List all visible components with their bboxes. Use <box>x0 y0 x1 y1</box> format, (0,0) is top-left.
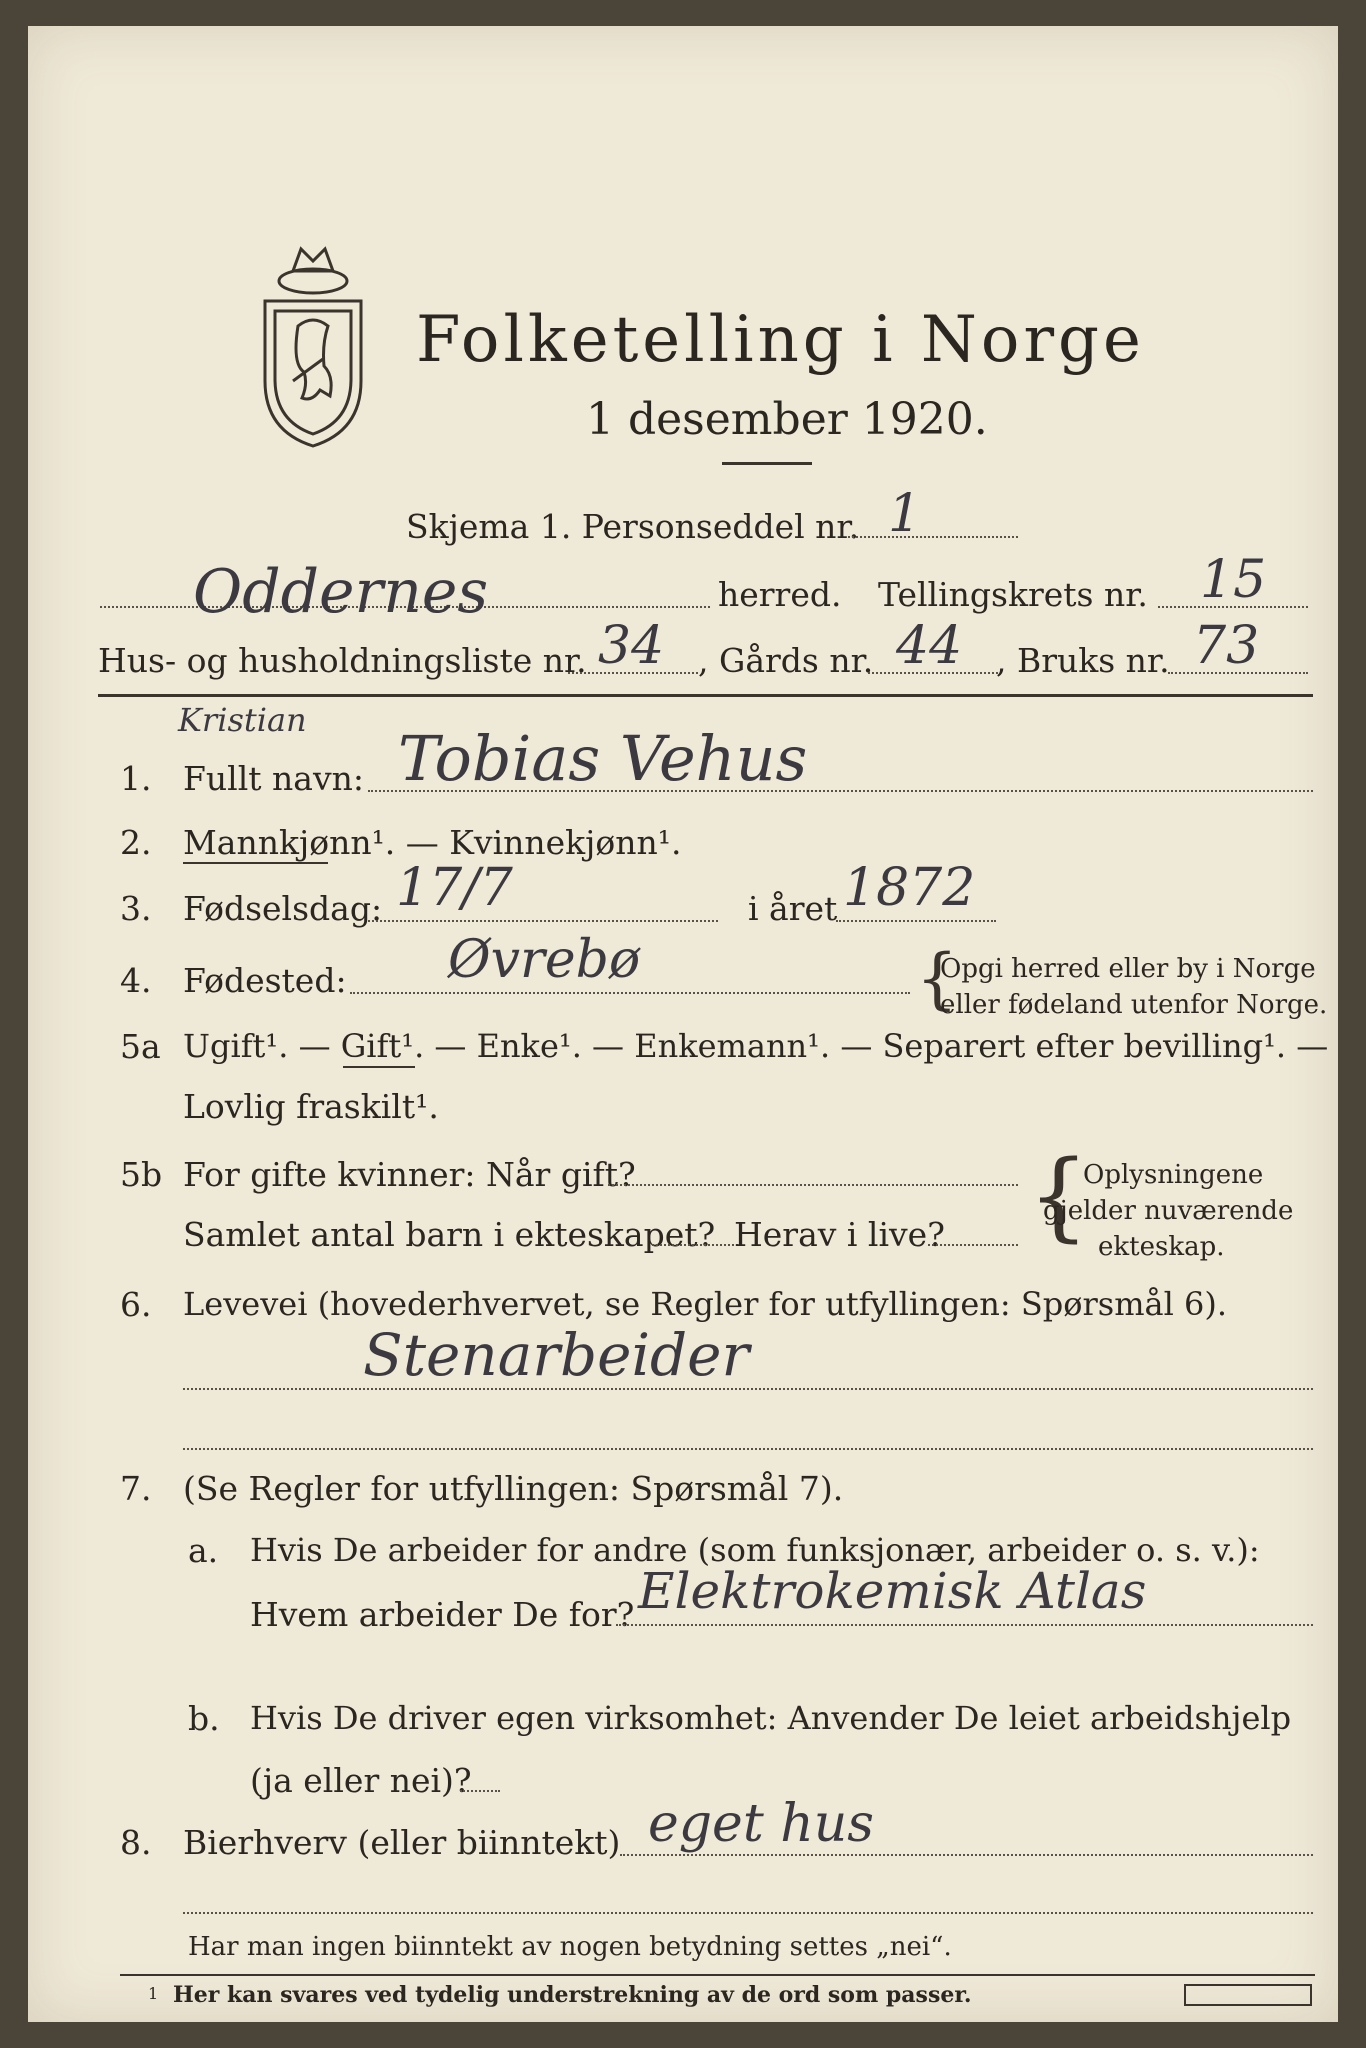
q7a-line <box>616 1624 1313 1626</box>
q7a-line-2: Hvem arbeider De for? <box>250 1595 635 1634</box>
q4-note-2: eller fødeland utenfor Norge. <box>940 990 1328 1020</box>
bruks-value: 73 <box>1193 616 1260 676</box>
q5b-note-2: gjelder nuværende <box>1043 1196 1294 1226</box>
herred-label: herred. <box>718 575 842 614</box>
personseddel-number: 1 <box>888 484 922 544</box>
q1-label: Fullt navn: <box>183 759 364 798</box>
mannkjonn-underline <box>183 862 328 864</box>
census-form <box>28 26 1338 2022</box>
footnote-mark: 1 <box>148 1984 159 2003</box>
q5a-number: 5a <box>120 1027 161 1066</box>
q4-note-1: Opgi herred eller by i Norge <box>940 954 1316 984</box>
q8-number: 8. <box>120 1823 152 1862</box>
q5b-number: 5b <box>120 1155 163 1194</box>
q4-number: 4. <box>120 961 152 1000</box>
q5b-barn-dots <box>652 1244 742 1246</box>
full-name-value: Tobias Vehus <box>398 722 808 795</box>
printer-stamp <box>1184 1984 1312 2006</box>
personseddel-line <box>848 536 1018 538</box>
q3-label: Fødselsdag: <box>183 889 383 928</box>
husliste-label: Hus- og husholdningsliste nr. <box>98 641 587 680</box>
q8-line-2 <box>183 1912 1313 1914</box>
q7-label: (Se Regler for utfyllingen: Spørsmål 7). <box>183 1469 844 1508</box>
birthday-value: 17/7 <box>396 858 513 918</box>
q6-line-1 <box>183 1388 1313 1390</box>
tellingskrets-value: 15 <box>1200 550 1267 610</box>
q7b-line <box>460 1790 500 1792</box>
q7b-line-2: (ja eller nei)? <box>250 1761 472 1800</box>
year-label: i året <box>748 889 838 928</box>
q4-label: Fødested: <box>183 961 347 1000</box>
q6-label: Levevei (hovederhvervet, se Regler for utfyllingen: Spørsmål 6). <box>183 1285 1228 1323</box>
q7a-line-1: Hvis De arbeider for andre (som funksjonær, arbeider o. s. v.): <box>250 1531 1260 1569</box>
q5b-line-1-dots <box>608 1184 1018 1186</box>
q5a-line-1: Ugift¹. — Gift¹. — Enke¹. — Enkemann¹. — Separert efter bevilling¹. — <box>183 1027 1329 1065</box>
q2-number: 2. <box>120 823 152 862</box>
occupation-value: Stenarbeider <box>363 1321 750 1389</box>
q6-line-2 <box>183 1448 1313 1450</box>
tellingskrets-label: Tellingskrets nr. <box>878 575 1148 614</box>
q7-number: 7. <box>120 1469 152 1508</box>
q8-label: Bierhverv (eller biinntekt) <box>183 1823 621 1862</box>
name-prefix: Kristian <box>178 701 307 739</box>
birthday-line <box>368 920 718 922</box>
title-divider <box>722 462 812 465</box>
bruks-label: , Bruks nr. <box>996 641 1170 680</box>
q5b-line-2b: Herav i live? <box>734 1215 945 1254</box>
gift-underline <box>343 1066 415 1068</box>
side-income-value: eget hus <box>648 1794 874 1854</box>
q4-brace: { <box>916 940 958 1017</box>
husliste-value: 34 <box>598 616 665 676</box>
q2-label: Mannkjønn¹. — Kvinnekjønn¹. <box>183 823 682 862</box>
birthplace-value: Øvrebø <box>448 930 641 990</box>
gards-value: 44 <box>896 616 963 676</box>
q8-line <box>620 1854 1313 1856</box>
q4-line <box>350 992 910 994</box>
q3-number: 3. <box>120 889 152 928</box>
q5b-line-1: For gifte kvinner: Når gift? <box>183 1155 636 1194</box>
employer-value: Elektrokemisk Atlas <box>638 1562 1147 1620</box>
footer-note: Har man ingen biinntekt av nogen betydning settes „nei“. <box>188 1932 952 1962</box>
q5b-brace: { <box>1028 1140 1090 1252</box>
herred-value: Oddernes <box>193 557 489 627</box>
footnote-rule <box>120 1974 1315 1976</box>
birth-year-value: 1872 <box>843 858 976 918</box>
footnote-text: Her kan svares ved tydelig understrekning av de ord som passer. <box>173 1982 972 2008</box>
norway-coat-of-arms-icon <box>253 231 373 456</box>
form-date: 1 desember 1920. <box>586 394 988 445</box>
q7b-line-1: Hvis De driver egen virksomhet: Anvender De leiet arbeidshjelp <box>250 1699 1292 1737</box>
skjema-label: Skjema 1. Personseddel nr. <box>406 507 860 546</box>
year-line <box>836 920 996 922</box>
q7b-letter: b. <box>188 1699 220 1738</box>
gards-label: , Gårds nr. <box>698 641 874 680</box>
q5b-line-2: Samlet antal barn i ekteskapet? <box>183 1215 716 1254</box>
q5b-note-3: ekteskap. <box>1098 1232 1225 1262</box>
q7a-letter: a. <box>188 1531 219 1570</box>
q6-number: 6. <box>120 1285 152 1324</box>
q1-number: 1. <box>120 759 152 798</box>
q5a-line-2: Lovlig fraskilt¹. <box>183 1087 439 1126</box>
q5b-ilive-dots <box>928 1244 1018 1246</box>
header-rule <box>98 694 1313 697</box>
q5b-note-1: Oplysningene <box>1083 1160 1264 1190</box>
form-title: Folketelling i Norge <box>416 303 1145 377</box>
